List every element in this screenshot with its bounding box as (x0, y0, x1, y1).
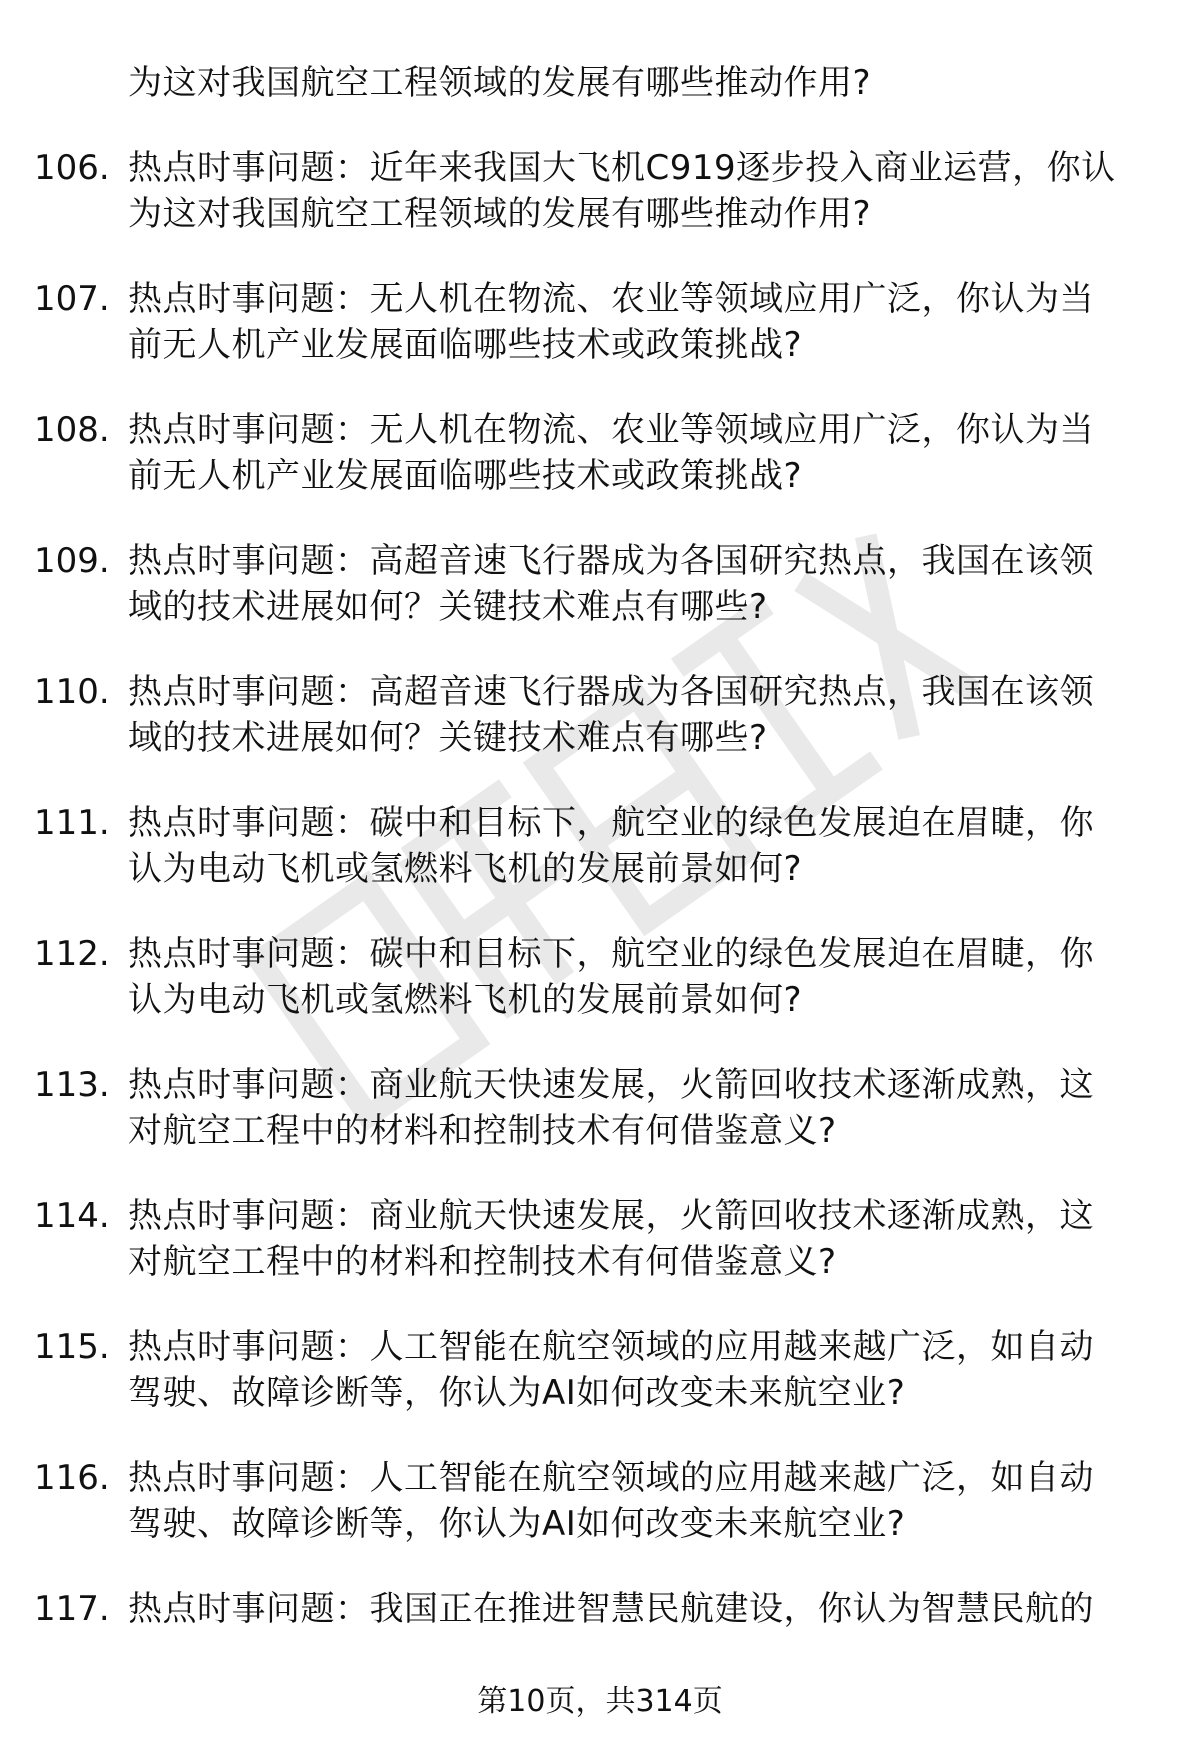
question-number: 107. (34, 279, 110, 319)
question-text (34, 145, 1174, 237)
question-line: 热点时事问题：人工智能在航空领域的应用越来越广泛，如自动 (128, 1458, 1094, 1498)
question-line: 热点时事问题：无人机在物流、农业等领域应用广泛，你认为当 (128, 279, 1094, 319)
question-line: 热点时事问题：无人机在物流、农业等领域应用广泛，你认为当 (128, 410, 1094, 450)
question-line: 认为电动飞机或氢燃料飞机的发展前景如何? (128, 980, 803, 1020)
question-line: 前无人机产业发展面临哪些技术或政策挑战? (128, 325, 803, 365)
question-item-111 (34, 800, 1174, 892)
question-item-106 (34, 145, 1174, 237)
question-text (34, 669, 1174, 761)
question-text (34, 1455, 1174, 1547)
question-item-114 (34, 1193, 1174, 1285)
question-list (34, 60, 1174, 1671)
question-item-110 (34, 669, 1174, 761)
question-number: 116. (34, 1458, 110, 1498)
question-line: 域的技术进展如何？关键技术难点有哪些? (128, 718, 768, 758)
carryover-line: 为这对我国航空工程领域的发展有哪些推动作用? (128, 63, 872, 103)
question-line: 驾驶、故障诊断等，你认为AI如何改变未来航空业? (128, 1373, 906, 1413)
question-line: 热点时事问题：我国正在推进智慧民航建设，你认为智慧民航的 (128, 1589, 1094, 1629)
question-line: 认为电动飞机或氢燃料飞机的发展前景如何? (128, 849, 803, 889)
question-number: 110. (34, 672, 110, 712)
question-number: 112. (34, 934, 110, 974)
question-item-107 (34, 276, 1174, 368)
question-line: 热点时事问题：碳中和目标下，航空业的绿色发展迫在眉睫，你 (128, 934, 1094, 974)
question-text (34, 538, 1174, 630)
question-item-113 (34, 1062, 1174, 1154)
question-number: 111. (34, 803, 110, 843)
question-line: 热点时事问题：高超音速飞行器成为各国研究热点，我国在该领 (128, 541, 1094, 581)
question-item-115 (34, 1324, 1174, 1416)
question-line: 域的技术进展如何？关键技术难点有哪些? (128, 587, 768, 627)
question-text (34, 407, 1174, 499)
question-number: 115. (34, 1327, 110, 1367)
question-number: 114. (34, 1196, 110, 1236)
question-line: 热点时事问题：高超音速飞行器成为各国研究热点，我国在该领 (128, 672, 1094, 712)
question-text (34, 1062, 1174, 1154)
question-number: 113. (34, 1065, 110, 1105)
question-line: 对航空工程中的材料和控制技术有何借鉴意义? (128, 1111, 837, 1151)
question-line: 热点时事问题：人工智能在航空领域的应用越来越广泛，如自动 (128, 1327, 1094, 1367)
question-number: 106. (34, 148, 110, 188)
question-item-112 (34, 931, 1174, 1023)
question-number: 109. (34, 541, 110, 581)
question-item-108 (34, 407, 1174, 499)
question-line: 对航空工程中的材料和控制技术有何借鉴意义? (128, 1242, 837, 1282)
question-item-109 (34, 538, 1174, 630)
question-number: 117. (34, 1589, 110, 1629)
question-text (34, 1193, 1174, 1285)
question-line: 热点时事问题：商业航天快速发展，火箭回收技术逐渐成熟，这 (128, 1065, 1094, 1105)
question-text (34, 1324, 1174, 1416)
question-text (34, 931, 1174, 1023)
question-text (34, 800, 1174, 892)
question-line: 热点时事问题：近年来我国大飞机C919逐步投入商业运营，你认 (128, 148, 1116, 188)
question-item-117 (34, 1586, 1174, 1632)
question-text (34, 276, 1174, 368)
question-line: 前无人机产业发展面临哪些技术或政策挑战? (128, 456, 803, 496)
question-text (34, 1586, 1174, 1632)
question-item-116 (34, 1455, 1174, 1547)
question-line: 热点时事问题：商业航天快速发展，火箭回收技术逐渐成熟，这 (128, 1196, 1094, 1236)
question-line: 为这对我国航空工程领域的发展有哪些推动作用? (128, 194, 872, 234)
question-number: 108. (34, 410, 110, 450)
page-footer: 第10页，共314页 (477, 1684, 723, 1719)
question-line: 驾驶、故障诊断等，你认为AI如何改变未来航空业? (128, 1504, 906, 1544)
question-line: 热点时事问题：碳中和目标下，航空业的绿色发展迫在眉睫，你 (128, 803, 1094, 843)
